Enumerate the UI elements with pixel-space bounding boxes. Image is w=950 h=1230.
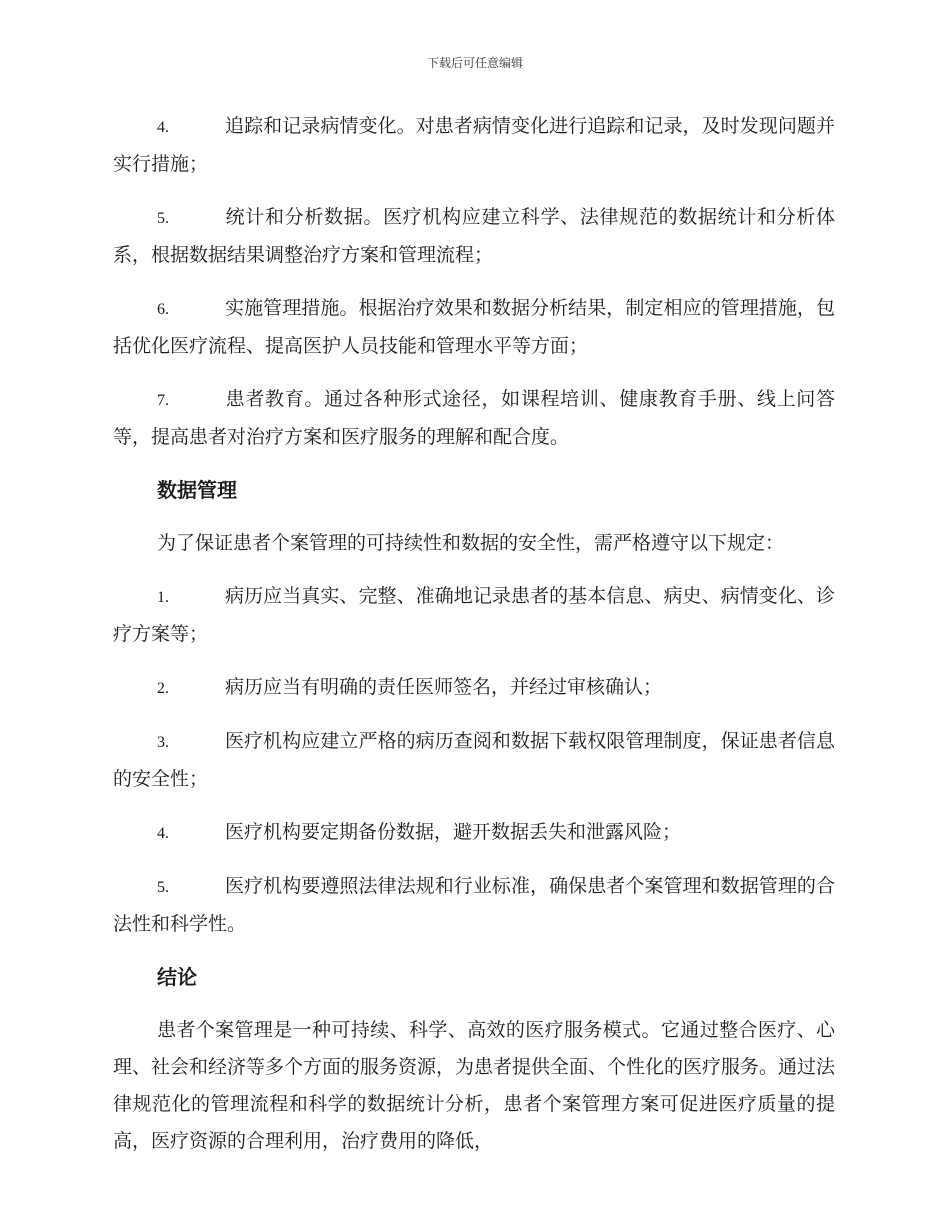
list-item — [113, 290, 835, 365]
page-header: 下载后可任意编辑 — [426, 56, 523, 70]
list-item — [113, 108, 835, 183]
list-number: 1. — [157, 589, 169, 606]
list-number: 3. — [157, 734, 169, 751]
section-intro: 为了保证患者个案管理的可持续性和数据的安全性，需严格遵守以下规定： — [157, 532, 785, 554]
list-text: 追踪和记录病情变化。对患者病情变化进行追踪和记录，及时发现问题并实行措施； — [113, 115, 835, 175]
list-item — [113, 868, 835, 943]
list-text: 统计和分析数据。医疗机构应建立科学、法律规范的数据统计和分析体系，根据数据结果调整治疗方案和管理流程； — [113, 206, 835, 266]
list-text: 医疗机构要遵照法律法规和行业标准，确保患者个案管理和数据管理的合法性和科学性。 — [113, 875, 835, 935]
list-number: 5. — [157, 210, 169, 227]
section-heading-data-management: 数据管理 — [157, 478, 237, 502]
list-text: 医疗机构要定期备份数据，避开数据丢失和泄露风险； — [225, 821, 682, 843]
list-item — [113, 199, 835, 274]
list-item — [113, 814, 835, 852]
list-number: 2. — [157, 680, 169, 697]
list-text: 医疗机构应建立严格的病历查阅和数据下载权限管理制度，保证患者信息的安全性； — [113, 730, 835, 790]
list-number: 6. — [157, 301, 169, 318]
list-number: 5. — [157, 879, 169, 896]
list-text: 病历应当真实、完整、准确地记录患者的基本信息、病史、病情变化、诊疗方案等； — [113, 585, 835, 645]
list-item — [113, 381, 835, 456]
list-text: 实施管理措施。根据治疗效果和数据分析结果，制定相应的管理措施，包括优化医疗流程、提高医护人员技能和管理水平等方面； — [113, 297, 835, 357]
list-text: 患者教育。通过各种形式途径，如课程培训、健康教育手册、线上问答等，提高患者对治疗方案和医疗服务的理解和配合度。 — [113, 388, 835, 448]
document-body — [113, 108, 835, 1176]
list-item — [113, 723, 835, 798]
list-item — [113, 578, 835, 653]
list-number: 4. — [157, 825, 169, 842]
list-text: 病历应当有明确的责任医师签名，并经过审核确认； — [225, 676, 663, 698]
list-item — [113, 669, 835, 707]
list-number: 4. — [157, 119, 169, 136]
conclusion-paragraph: 患者个案管理是一种可持续、科学、高效的医疗服务模式。它通过整合医疗、心理、社会和经济等多个方面的服务资源，为患者提供全面、个性化的医疗服务。通过法律规范化的管理流程和科学的数据统计分析，患者个案管理方案可促进医疗质量的提高，医疗资源的合理利用，治疗费用的降低， — [113, 1019, 836, 1152]
list-number: 7. — [157, 392, 169, 409]
section-heading-conclusion: 结论 — [157, 965, 197, 989]
